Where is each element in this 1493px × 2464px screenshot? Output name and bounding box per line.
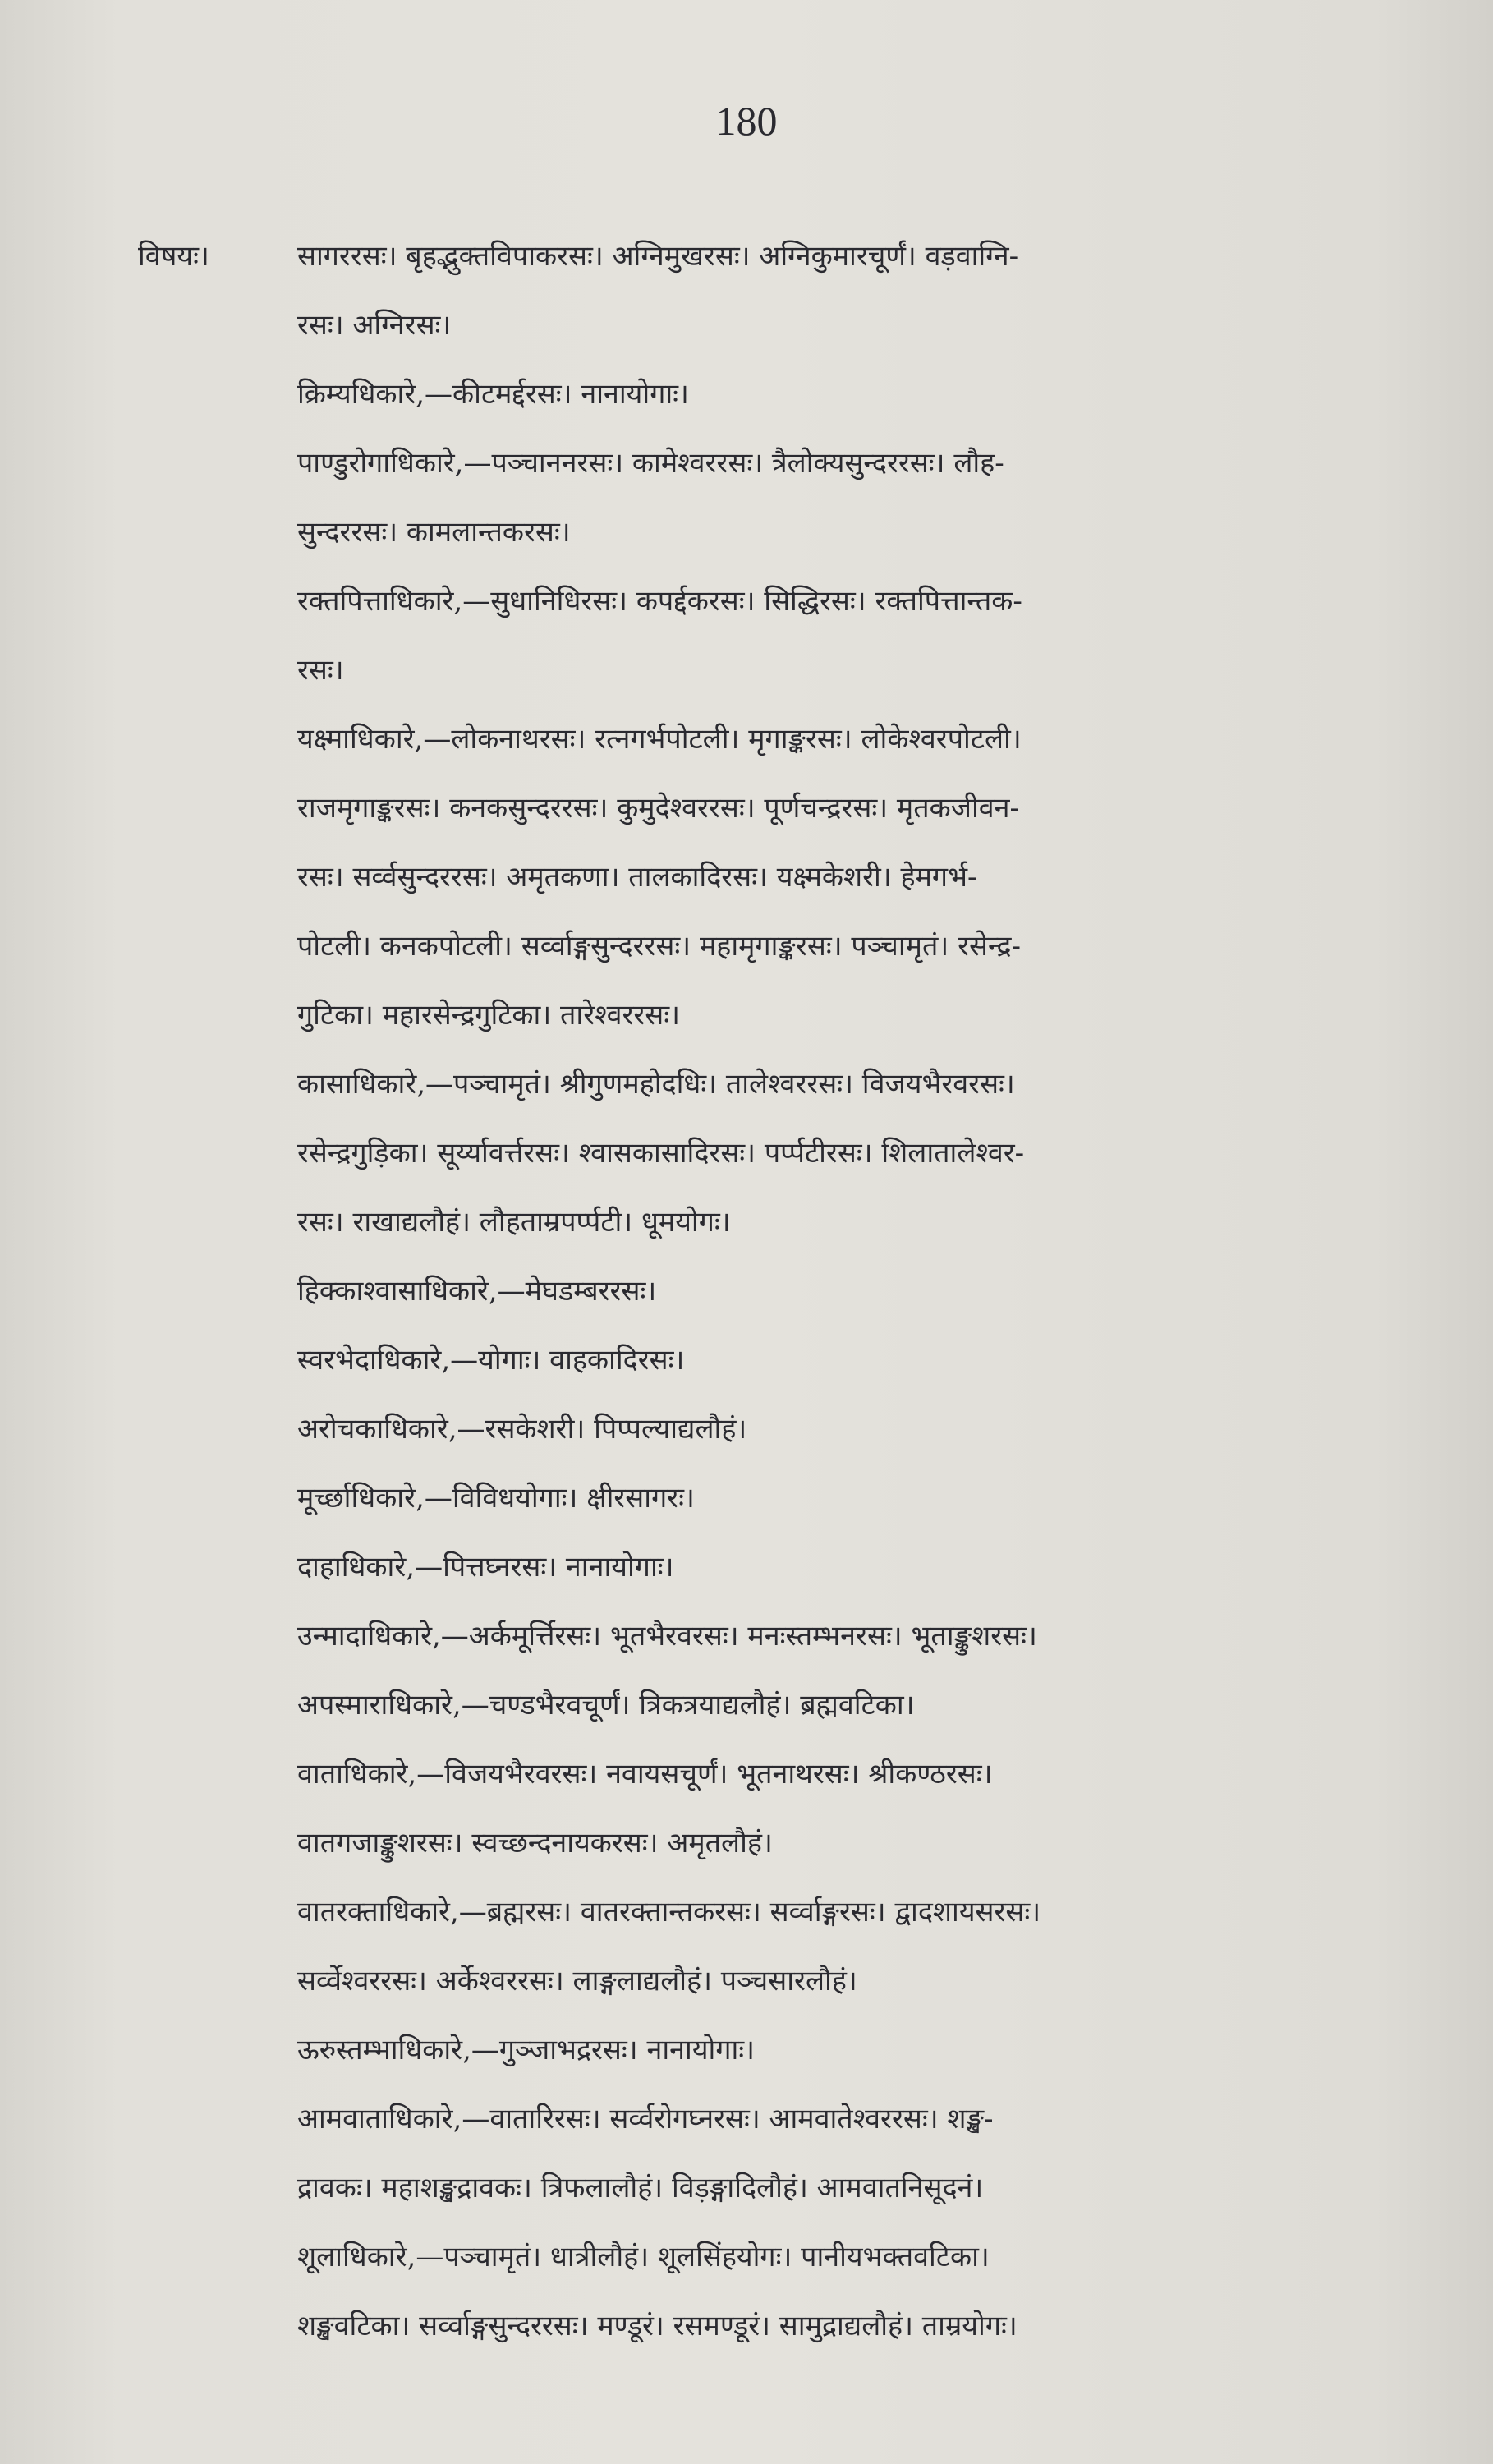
- entry-line: राजमृगाङ्करसः। कनकसुन्दररसः। कुमुदेश्वररसः। पूर्णचन्द्ररसः। मृतकजीवन-: [297, 792, 1020, 825]
- subject-label: विषयः।: [138, 240, 209, 273]
- entry-line: रसः। राखाद्यलौहं। लौहताम्रपर्प्पटी। धूमयोगः।: [297, 1206, 731, 1239]
- entry-line: वातगजाङ्कुशरसः। स्वच्छन्दनायकरसः। अमृतलौहं।: [297, 1827, 773, 1859]
- entry-line: शङ्खवटिका। सर्व्वाङ्गसुन्दररसः। मण्डूरं। रसमण्डूरं। सामुद्राद्यलौहं। ताम्रयोगः।: [297, 2310, 1018, 2342]
- entry-line: सुन्दररसः। कामलान्तकरसः।: [297, 516, 571, 549]
- entry-line: वाताधिकारे,—विजयभैरवरसः। नवायसचूर्णं। भूतनाथरसः। श्रीकण्ठरसः।: [297, 1758, 993, 1791]
- entry-line: गुटिका। महारसेन्द्रगुटिका। तारेश्वररसः।: [297, 999, 681, 1032]
- entry-line: मूर्च्छाधिकारे,—विविधयोगाः। क्षीरसागरः।: [297, 1482, 695, 1515]
- entry-line: ऊरुस्तम्भाधिकारे,—गुञ्जाभद्ररसः। नानायोगाः।: [297, 2034, 756, 2066]
- entry-line: आमवाताधिकारे,—वातारिरसः। सर्व्वरोगघ्नरसः। आमवातेश्वररसः। शङ्ख-: [297, 2103, 994, 2135]
- entry-line: उन्मादाधिकारे,—अर्कमूर्त्तिरसः। भूतभैरवरसः। मनःस्तम्भनरसः। भूताङ्कुशरसः।: [297, 1620, 1037, 1653]
- entry-line: दाहाधिकारे,—पित्तघ्नरसः। नानायोगाः।: [297, 1551, 674, 1584]
- entry-line: यक्ष्माधिकारे,—लोकनाथरसः। रत्नगर्भपोटली। मृगाङ्करसः। लोकेश्वरपोटली।: [297, 723, 1022, 756]
- entry-line: रसेन्द्रगुड़िका। सूर्य्यावर्त्तरसः। श्वासकासादिरसः। पर्प्पटीरसः। शिलातालेश्वर-: [297, 1137, 1025, 1170]
- entry-line: रसः। सर्व्वसुन्दररसः। अमृतकणा। तालकादिरसः। यक्ष्मकेशरी। हेमगर्भ-: [297, 861, 977, 894]
- entry-line: रसः। अग्निरसः।: [297, 309, 452, 342]
- entry-line: हिक्काश्वासाधिकारे,—मेघडम्बररसः।: [297, 1275, 657, 1308]
- entry-line: अरोचकाधिकारे,—रसकेशरी। पिप्पल्याद्यलौहं।: [297, 1413, 747, 1446]
- entry-line: वातरक्ताधिकारे,—ब्रह्मरसः। वातरक्तान्तकरसः। सर्व्वाङ्गरसः। द्वादशायसरसः।: [297, 1896, 1041, 1928]
- entry-line: पोटली। कनकपोटली। सर्व्वाङ्गसुन्दररसः। महामृगाङ्करसः। पञ्चामृतं। रसेन्द्र-: [297, 930, 1022, 963]
- entry-line: शूलाधिकारे,—पञ्चामृतं। धात्रीलौहं। शूलसिंहयोगः। पानीयभक्तवटिका।: [297, 2241, 990, 2273]
- entry-line: पाण्डुरोगाधिकारे,—पञ्चाननरसः। कामेश्वररसः। त्रैलोक्यसुन्दररसः। लौह-: [297, 447, 1004, 480]
- subject-entries: [297, 222, 1365, 2361]
- entry-line: सागररसः। बृहद्भुक्तविपाकरसः। अग्निमुखरसः। अग्निकुमारचूर्णं। वड़वाग्नि-: [297, 240, 1019, 273]
- entry-line: क्रिम्यधिकारे,—कीटमर्द्दरसः। नानायोगाः।: [297, 378, 689, 411]
- entry-line: अपस्माराधिकारे,—चण्डभैरवचूर्णं। त्रिकत्रयाद्यलौहं। ब्रह्मवटिका।: [297, 1689, 915, 1722]
- entry-line: कासाधिकारे,—पञ्चामृतं। श्रीगुणमहोदधिः। तालेश्वररसः। विजयभैरवरसः।: [297, 1068, 1015, 1101]
- entry-line: रसः।: [297, 654, 344, 687]
- entry-line: द्रावकः। महाशङ्खद्रावकः। त्रिफलालौहं। विड़ङ्गादिलौहं। आमवातनिसूदनं।: [297, 2172, 984, 2204]
- entry-line: रक्तपित्ताधिकारे,—सुधानिधिरसः। कपर्द्दकरसः। सिद्धिरसः। रक्तपित्तान्तक-: [297, 585, 1022, 618]
- entry-line: सर्व्वेश्वररसः। अर्केश्वररसः। लाङ्गलाद्यलौहं। पञ्चसारलौहं।: [297, 1965, 857, 1997]
- page-number: 180: [715, 98, 778, 144]
- entry-line: स्वरभेदाधिकारे,—योगाः। वाहकादिरसः।: [297, 1344, 685, 1377]
